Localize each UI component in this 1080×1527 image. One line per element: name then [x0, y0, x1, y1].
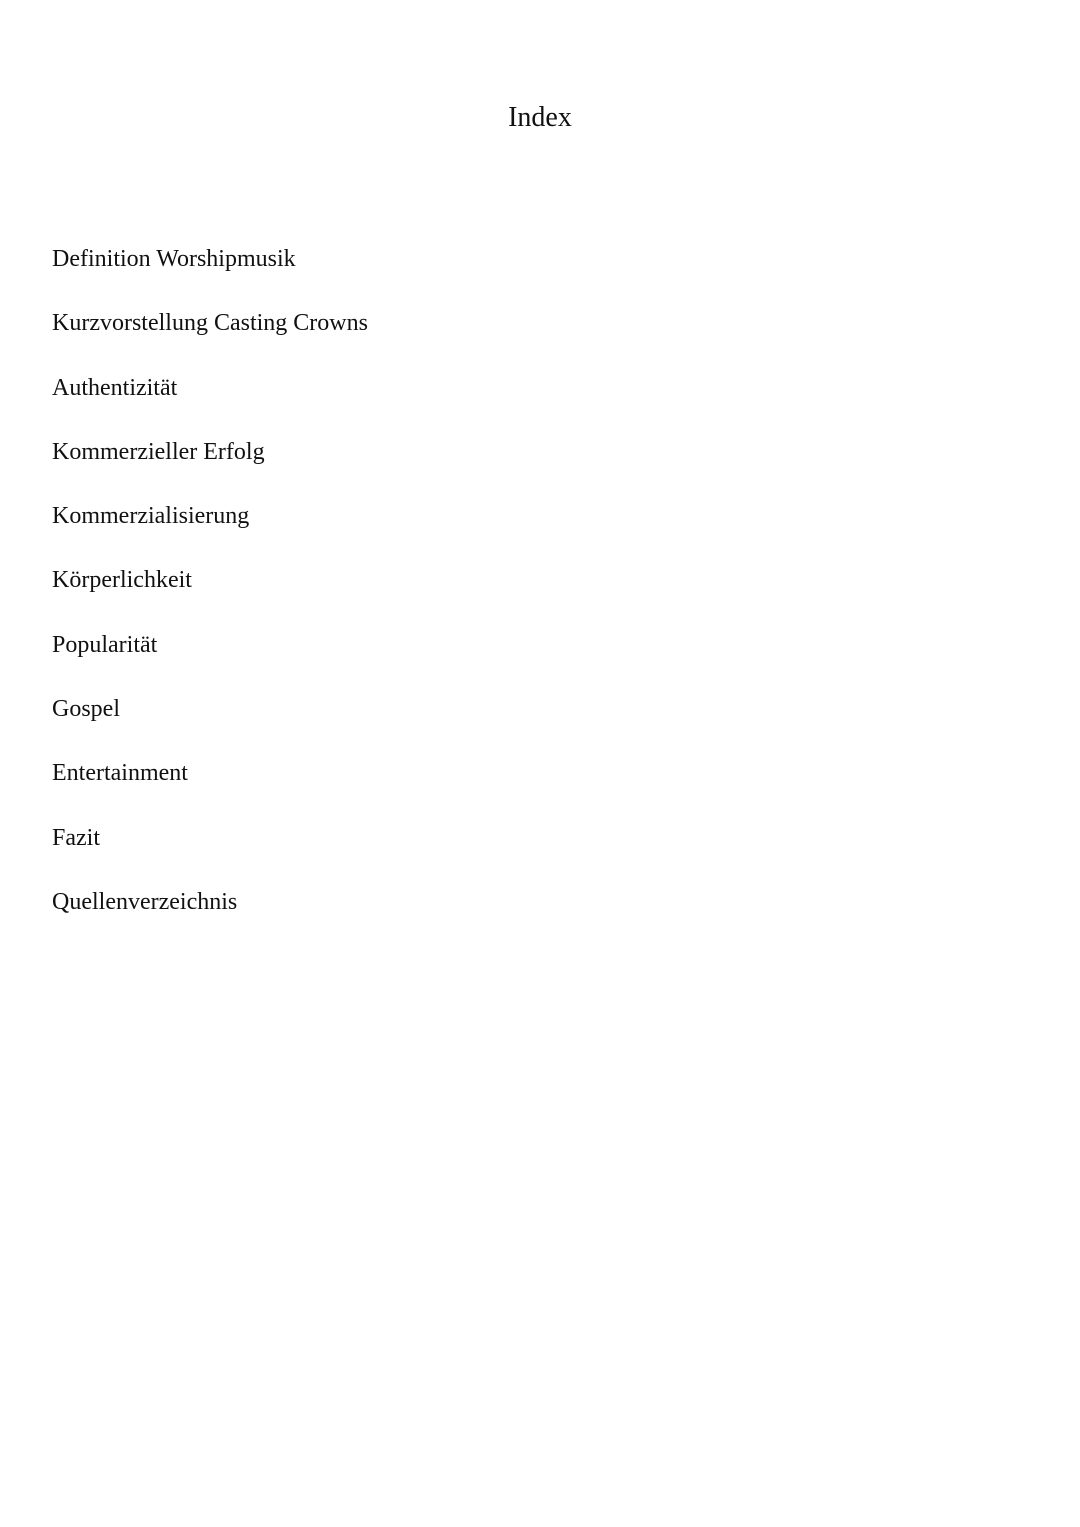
- index-list: [52, 242, 368, 949]
- page-title: Index: [508, 102, 572, 133]
- index-entry-fazit: Fazit: [52, 824, 100, 851]
- index-entry-authentizitaet: Authentizität: [52, 374, 178, 401]
- index-entry-popularitaet: Popularität: [52, 631, 158, 658]
- index-entry-kurzvorstellung-casting-crowns: Kurzvorstellung Casting Crowns: [52, 310, 368, 337]
- index-entry-kommerzialisierung: Kommerzialisierung: [52, 503, 250, 530]
- index-entry-gospel: Gospel: [52, 696, 120, 723]
- index-entry-kommerzieller-erfolg: Kommerzieller Erfolg: [52, 438, 265, 465]
- index-entry-entertainment: Entertainment: [52, 760, 188, 787]
- index-entry-quellenverzeichnis: Quellenverzeichnis: [52, 888, 238, 915]
- index-entry-koerperlichkeit: Körperlichkeit: [52, 567, 192, 594]
- index-entry-definition-worshipmusik: Definition Worshipmusik: [52, 246, 296, 272]
